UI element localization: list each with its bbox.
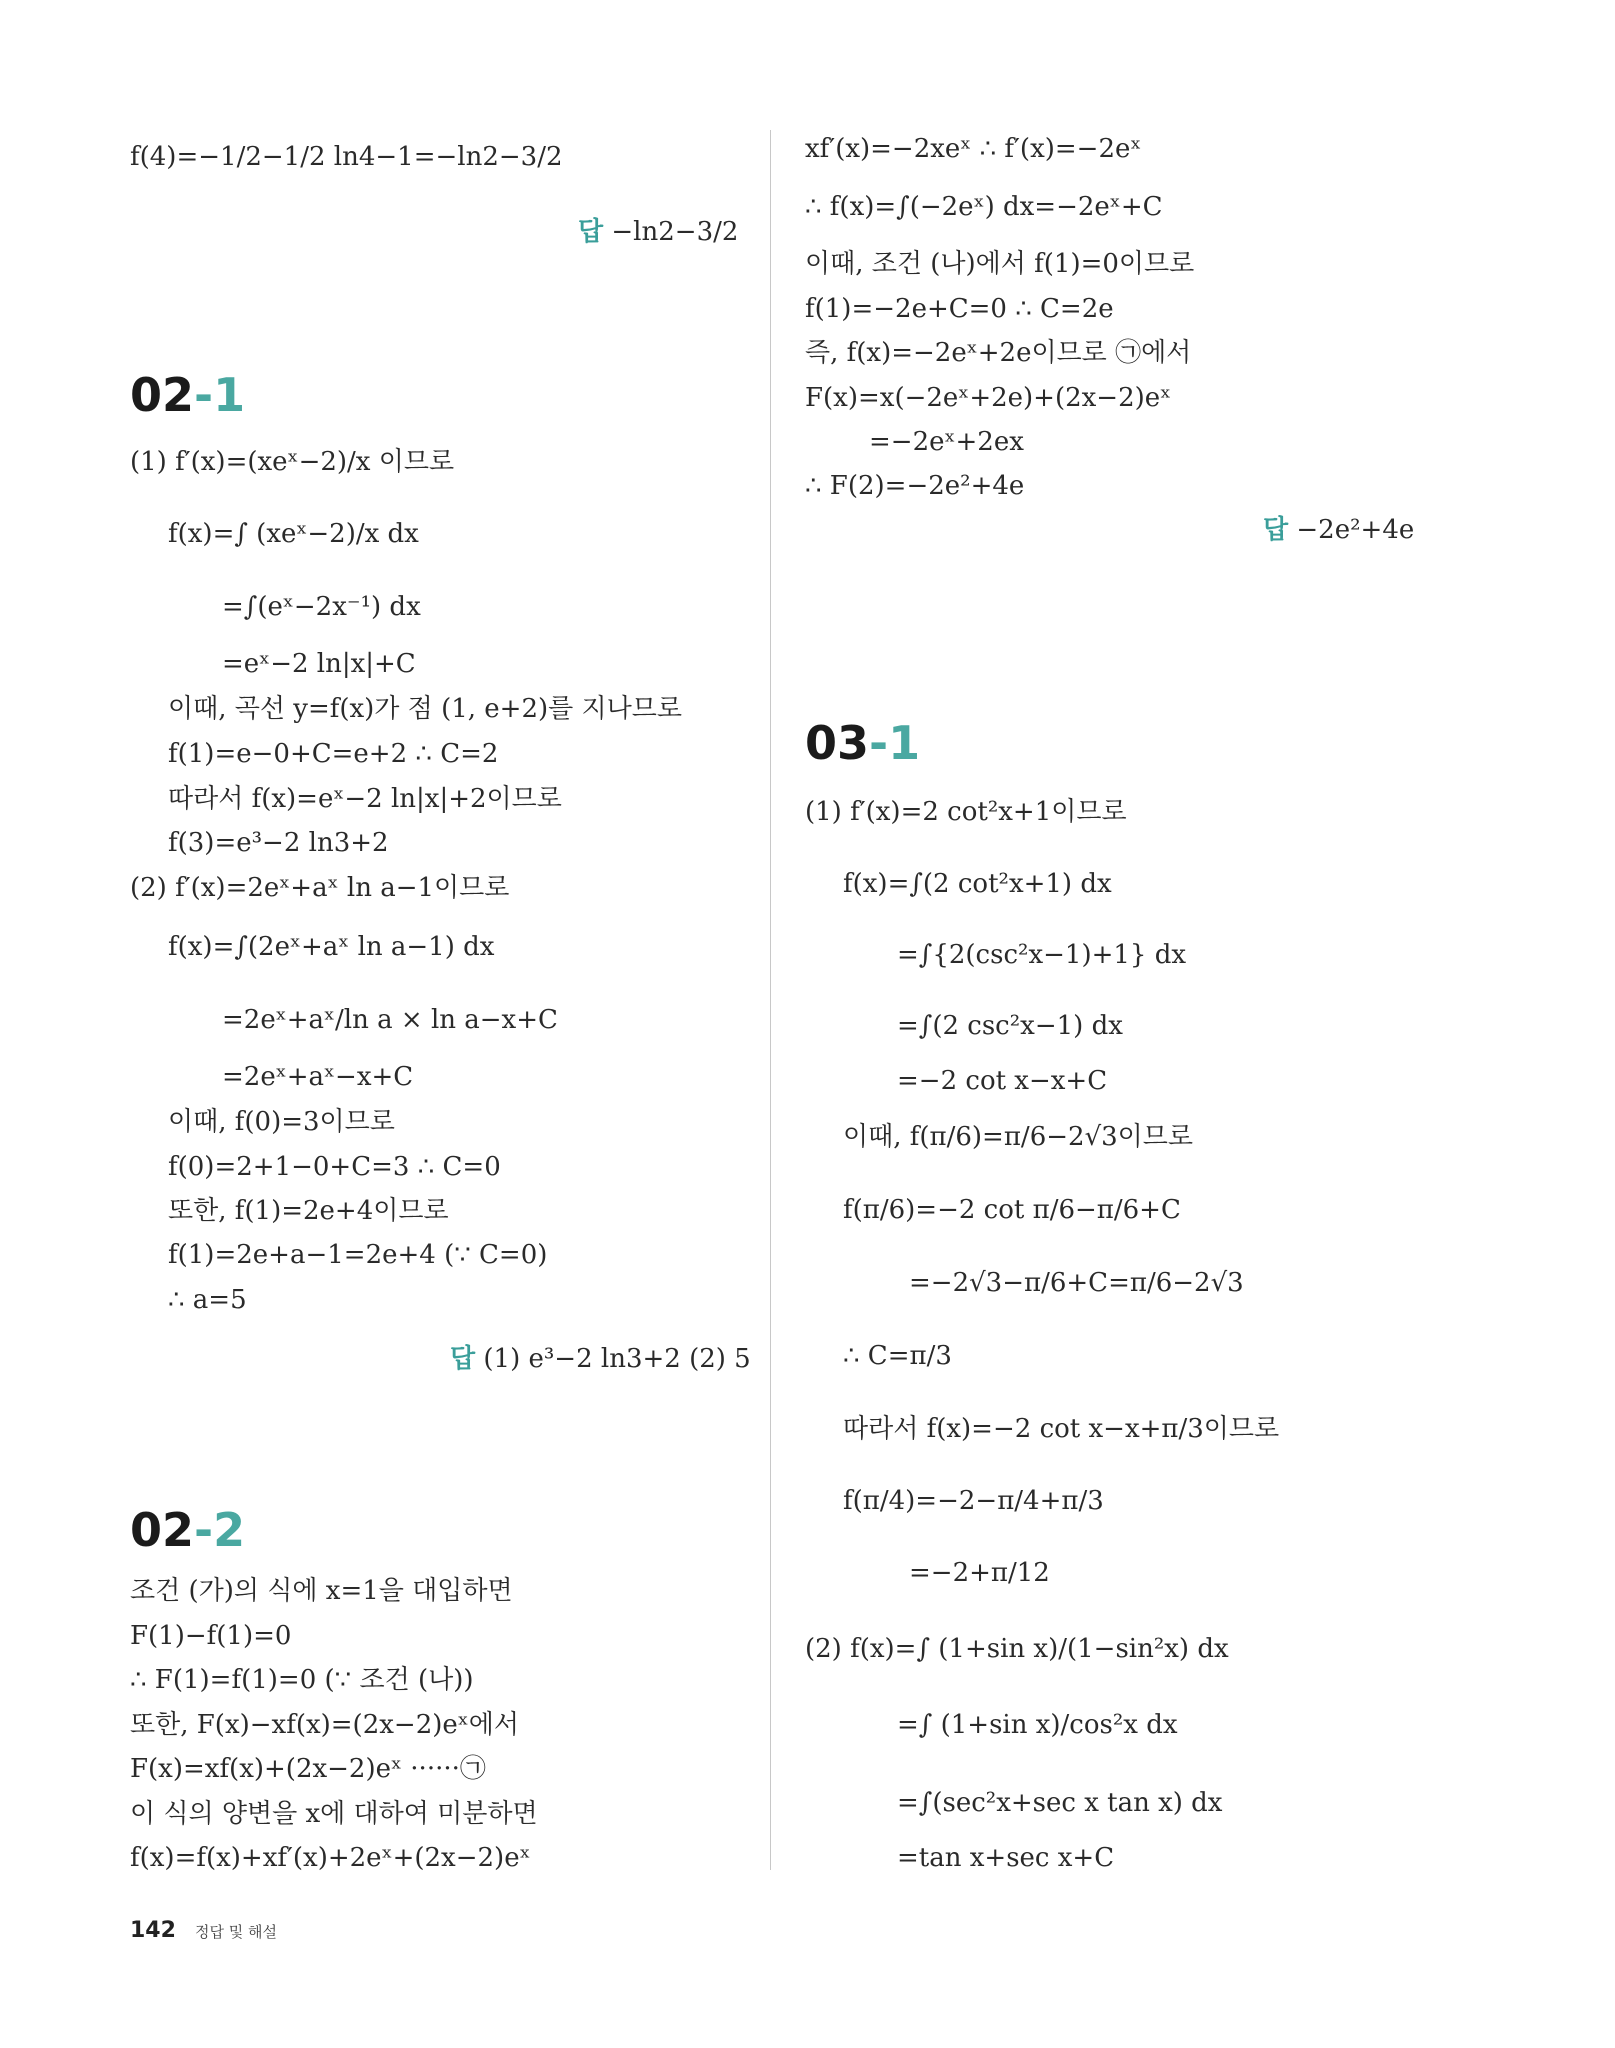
solution-line: f(1)=e−0+C=e+2 ∴ C=2 xyxy=(168,739,499,769)
solution-line: 이때, 곡선 y=f(x)가 점 (1, e+2)를 지나므로 xyxy=(168,694,682,724)
heading-number: 02 xyxy=(130,1503,195,1557)
solution-line: f(0)=2+1−0+C=3 ∴ C=0 xyxy=(168,1152,501,1182)
page-number: 142 xyxy=(130,1918,176,1943)
solution-line: =2eˣ+aˣ−x+C xyxy=(222,1062,414,1092)
heading-number: 03 xyxy=(805,716,870,770)
solution-line: (2) f′(x)=2eˣ+aˣ ln a−1이므로 xyxy=(130,873,510,903)
solution-line: 즉, f(x)=−2eˣ+2e이므로 ㉠에서 xyxy=(805,338,1192,368)
section-heading-02-1 xyxy=(130,370,245,420)
answer-02-1 xyxy=(450,1342,751,1376)
solution-line: =∫(eˣ−2x⁻¹) dx xyxy=(222,592,421,622)
top-answer xyxy=(578,215,738,249)
solution-line: ∴ a=5 xyxy=(168,1285,247,1315)
section-label: 정답 및 해설 xyxy=(195,1923,278,1941)
page-footer xyxy=(130,1918,277,1943)
solution-line: 따라서 f(x)=eˣ−2 ln|x|+2이므로 xyxy=(168,784,562,814)
heading-number: 02 xyxy=(130,368,195,422)
solution-line: =−2+π/12 xyxy=(909,1558,1050,1588)
solution-line: ∴ F(1)=f(1)=0 (∵ 조건 (나)) xyxy=(130,1665,474,1695)
solution-line: f(x)=∫(2eˣ+aˣ ln a−1) dx xyxy=(168,932,495,962)
solution-line: f(x)=f(x)+xf′(x)+2eˣ+(2x−2)eˣ xyxy=(130,1843,531,1873)
solution-line: =eˣ−2 ln|x|+C xyxy=(222,649,416,679)
column-divider xyxy=(770,130,771,1870)
solution-line: 또한, f(1)=2e+4이므로 xyxy=(168,1196,449,1226)
solution-line: f(π/6)=−2 cot π/6−π/6+C xyxy=(843,1195,1181,1225)
solution-line: F(x)=x(−2eˣ+2e)+(2x−2)eˣ xyxy=(805,383,1172,413)
solution-line: ∴ f(x)=∫(−2eˣ) dx=−2eˣ+C xyxy=(805,192,1163,222)
solution-line: =∫(sec²x+sec x tan x) dx xyxy=(897,1788,1223,1818)
solution-line: (1) f′(x)=2 cot²x+1이므로 xyxy=(805,797,1127,827)
solution-line: 조건 (가)의 식에 x=1을 대입하면 xyxy=(130,1576,513,1606)
answer-text: −ln2−3/2 xyxy=(611,217,739,247)
solution-line: ∴ C=π/3 xyxy=(843,1341,952,1371)
answer-text: −2e²+4e xyxy=(1296,515,1415,545)
solution-line: =−2eˣ+2ex xyxy=(869,427,1024,457)
answer-right-top xyxy=(1263,513,1414,547)
solution-line: 이때, f(0)=3이므로 xyxy=(168,1107,395,1137)
solution-line: F(1)−f(1)=0 xyxy=(130,1621,292,1651)
solution-line: f(π/4)=−2−π/4+π/3 xyxy=(843,1486,1104,1516)
solution-line: =tan x+sec x+C xyxy=(897,1843,1115,1873)
answer-mark: 답 xyxy=(1263,515,1289,545)
heading-sub: -1 xyxy=(869,716,921,770)
heading-sub: -2 xyxy=(194,1503,246,1557)
solution-line: f(x)=∫ (xeˣ−2)/x dx xyxy=(168,519,419,549)
solution-line: (2) f(x)=∫ (1+sin x)/(1−sin²x) dx xyxy=(805,1634,1229,1664)
solution-line: (1) f′(x)=(xeˣ−2)/x 이므로 xyxy=(130,447,455,477)
solution-line: =−2 cot x−x+C xyxy=(897,1066,1108,1096)
solution-line: 이 식의 양변을 x에 대하여 미분하면 xyxy=(130,1799,538,1829)
solution-line: =−2√3−π/6+C=π/6−2√3 xyxy=(909,1268,1244,1298)
solution-line: ∴ F(2)=−2e²+4e xyxy=(805,471,1025,501)
section-heading-03-1 xyxy=(805,718,920,768)
solution-line: xf′(x)=−2xeˣ ∴ f′(x)=−2eˣ xyxy=(805,134,1142,164)
answer-mark: 답 xyxy=(450,1344,476,1374)
answer-text: (1) e³−2 ln3+2 (2) 5 xyxy=(483,1344,751,1374)
solution-line: f(1)=−2e+C=0 ∴ C=2e xyxy=(805,294,1114,324)
section-heading-02-2 xyxy=(130,1505,245,1555)
answer-mark: 답 xyxy=(578,217,604,247)
solution-line: f(1)=2e+a−1=2e+4 (∵ C=0) xyxy=(168,1240,548,1270)
solution-line: 이때, f(π/6)=π/6−2√3이므로 xyxy=(843,1122,1194,1152)
solution-line: 이때, 조건 (나)에서 f(1)=0이므로 xyxy=(805,249,1195,279)
solution-line: F(x)=xf(x)+(2x−2)eˣ ······㉠ xyxy=(130,1754,486,1784)
solution-line: =∫ (1+sin x)/cos²x dx xyxy=(897,1710,1178,1740)
heading-sub: -1 xyxy=(194,368,246,422)
solution-line: =2eˣ+aˣ/ln a × ln a−x+C xyxy=(222,1005,558,1035)
top-equation: f(4)=−1/2−1/2 ln4−1=−ln2−3/2 xyxy=(130,142,563,172)
solution-line: =∫{2(csc²x−1)+1} dx xyxy=(897,940,1187,970)
solution-line: f(x)=∫(2 cot²x+1) dx xyxy=(843,869,1112,899)
solution-line: 따라서 f(x)=−2 cot x−x+π/3이므로 xyxy=(843,1414,1280,1444)
solution-line: 또한, F(x)−xf(x)=(2x−2)eˣ에서 xyxy=(130,1710,520,1740)
solution-line: f(3)=e³−2 ln3+2 xyxy=(168,828,389,858)
solution-line: =∫(2 csc²x−1) dx xyxy=(897,1011,1123,1041)
